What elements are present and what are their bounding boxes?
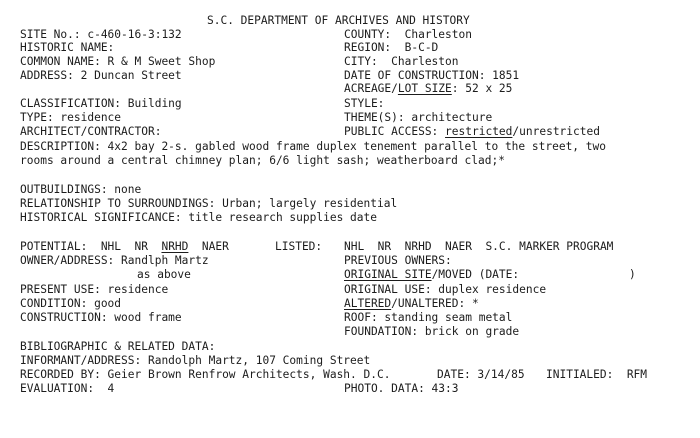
- recorded-by: RECORDED BY: Geier Brown Renfrow Architects, Wash. D.C.: [20, 368, 391, 381]
- outbuildings: OUTBUILDINGS: none: [20, 183, 142, 196]
- original-site-close: ): [629, 268, 636, 281]
- original-site: [344, 268, 519, 281]
- city: CITY: Charleston: [344, 55, 459, 68]
- listed-label: LISTED:: [275, 240, 323, 253]
- potential: [20, 240, 229, 253]
- county: COUNTY: Charleston: [344, 28, 472, 41]
- region: REGION: B-C-D: [344, 41, 439, 54]
- present-use: PRESENT USE: residence: [20, 283, 169, 296]
- original-use: ORIGINAL USE: duplex residence: [344, 283, 547, 296]
- classification: CLASSIFICATION: Building: [20, 97, 182, 110]
- informant-address: INFORMANT/ADDRESS: Randolph Martz, 107 Coming Street: [20, 354, 371, 367]
- potential-suffix: NAER: [188, 240, 229, 253]
- record-date: DATE: 3/14/85: [437, 368, 525, 381]
- style: STYLE:: [344, 97, 385, 110]
- public-access-selected: restricted: [445, 125, 513, 138]
- altered-selected: ALTERED: [344, 297, 392, 310]
- public-access: [344, 125, 600, 138]
- potential-selected: NRHD: [161, 240, 189, 253]
- condition: CONDITION: good: [20, 297, 122, 310]
- public-access-label: PUBLIC ACCESS:: [344, 125, 446, 138]
- historic-name: HISTORIC NAME:: [20, 41, 115, 54]
- date-of-construction: DATE OF CONSTRUCTION: 1851: [344, 69, 520, 82]
- public-access-rest: /unrestricted: [512, 125, 600, 138]
- listed-options: NHL NR NRHD NAER S.C. MARKER PROGRAM: [344, 240, 614, 253]
- relationship-to-surroundings: RELATIONSHIP TO SURROUNDINGS: Urban; largely residential: [20, 197, 398, 210]
- lot-size-value: : 52 x 25: [451, 82, 513, 95]
- type: TYPE: residence: [20, 111, 122, 124]
- photo-data: PHOTO. DATA: 43:3: [344, 382, 459, 395]
- roof: ROOF: standing seam metal: [344, 311, 513, 324]
- original-site-rest: /MOVED (DATE:: [431, 268, 520, 281]
- bibliographic-data: BIBLIOGRAPHIC & RELATED DATA:: [20, 340, 216, 353]
- site-number: SITE No.: c-460-16-3:132: [20, 28, 182, 41]
- common-name: COMMON NAME: R & M Sweet Shop: [20, 55, 216, 68]
- description-line-1: DESCRIPTION: 4x2 bay 2-s. gabled wood frame duplex tenement parallel to the street, two: [20, 140, 606, 153]
- historical-significance: HISTORICAL SIGNIFICANCE: title research supplies date: [20, 211, 377, 224]
- acreage-lot-size: [344, 82, 512, 95]
- themes: THEME(S): architecture: [344, 111, 493, 124]
- evaluation: EVALUATION: 4: [20, 382, 115, 395]
- owner-address-line-2: as above: [137, 268, 191, 281]
- address: ADDRESS: 2 Duncan Street: [20, 69, 182, 82]
- original-site-selected: ORIGINAL SITE: [344, 268, 432, 281]
- description-line-2: rooms around a central chimney plan; 6/6 light sash; weatherboard clad;*: [20, 154, 505, 167]
- foundation: FOUNDATION: brick on grade: [344, 325, 520, 338]
- previous-owners: PREVIOUS OWNERS:: [344, 254, 452, 267]
- altered-rest: /UNALTERED: *: [391, 297, 479, 310]
- altered: [344, 297, 479, 310]
- owner-address: OWNER/ADDRESS: Randlph Martz: [20, 254, 209, 267]
- architect-contractor: ARCHITECT/CONTRACTOR:: [20, 125, 162, 138]
- lot-size-label: LOT SIZE: [397, 82, 452, 95]
- construction: CONSTRUCTION: wood frame: [20, 311, 182, 324]
- form-header: S.C. DEPARTMENT OF ARCHIVES AND HISTORY: [207, 14, 470, 27]
- acreage-label: ACREAGE/: [344, 82, 398, 95]
- initialed: INITIALED: RFM: [546, 368, 648, 381]
- potential-label: POTENTIAL: NHL NR: [20, 240, 162, 253]
